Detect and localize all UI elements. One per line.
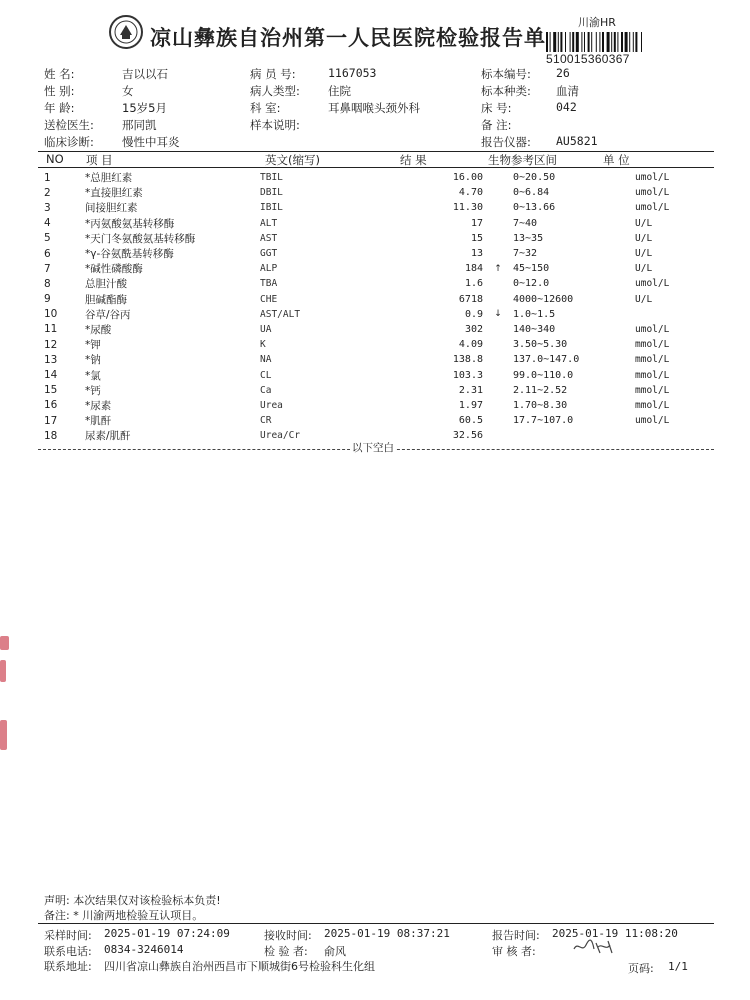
cell-no: 9 [44, 293, 51, 306]
cell-no: 11 [44, 323, 58, 336]
cell-no: 8 [44, 277, 51, 290]
cell-no: 14 [44, 369, 58, 382]
cell-no: 17 [44, 414, 58, 427]
reviewer-signature [572, 937, 616, 961]
report-time-label: 报告时间: [492, 929, 540, 942]
cell-ref: 0~20.50 [513, 172, 556, 184]
cell-result: 15 [470, 232, 483, 244]
cell-result: 6718 [458, 293, 483, 305]
cell-no: 5 [44, 232, 51, 245]
cell-no: 15 [44, 384, 58, 397]
table-row [44, 200, 705, 215]
clinical-diagnosis: 慢性中耳炎 [122, 135, 180, 149]
table-row [44, 383, 705, 398]
cell-result: 0.9 [464, 308, 483, 320]
tester-name: 俞风 [324, 945, 346, 958]
phone-label: 联系电话: [44, 945, 92, 958]
cell-abbr: CL [260, 369, 272, 381]
cell-unit: U/L [635, 217, 653, 229]
department-label: 科 室: [250, 101, 281, 115]
cell-flag [483, 292, 513, 307]
cell-item: 间接胆红素 [85, 202, 138, 215]
cell-no: 1 [44, 171, 51, 184]
lab-address: 四川省凉山彝族自治州西昌市下顺城街6号检验科生化组 [104, 960, 375, 973]
cell-ref: 0~12.0 [513, 278, 550, 290]
cell-result: 4.09 [458, 339, 483, 351]
cell-result: 60.5 [458, 415, 483, 427]
department: 耳鼻咽喉头颈外科 [328, 101, 420, 115]
doctor-label: 送检医生: [44, 118, 94, 132]
table-row [44, 292, 705, 307]
cell-item: *肌酐 [85, 415, 112, 428]
barcode-bars [546, 32, 696, 52]
cell-result: 4.70 [458, 187, 483, 199]
cell-flag [483, 170, 513, 185]
cell-flag [483, 185, 513, 200]
cell-result: 184 [464, 263, 483, 275]
cell-item: 胆碱酯酶 [85, 293, 127, 306]
referring-doctor: 邢同凯 [122, 118, 157, 132]
statement: 声明: 本次结果仅对该检验标本负责! [44, 894, 221, 907]
cell-item: *钾 [85, 339, 101, 352]
cell-no: 10 [44, 308, 58, 321]
cell-unit: U/L [635, 232, 653, 244]
cell-item: *γ-谷氨酰基转移酶 [85, 248, 174, 261]
col-header-no: NO [46, 152, 64, 166]
cell-result: 2.31 [458, 384, 483, 396]
cell-result: 138.8 [452, 354, 483, 366]
patient-age: 15岁5月 [122, 101, 167, 115]
cell-unit: umol/L [635, 415, 670, 427]
table-row [44, 337, 705, 352]
table-row [44, 231, 705, 246]
cell-unit: umol/L [635, 278, 670, 290]
stamp-mark [0, 636, 9, 650]
cell-item: 总胆汁酸 [85, 278, 127, 291]
cell-abbr: Urea/Cr [260, 430, 301, 442]
cell-ref: 4000~12600 [513, 293, 574, 305]
cell-unit: U/L [635, 248, 653, 260]
table-row [44, 246, 705, 261]
cell-no: 3 [44, 201, 51, 214]
cell-abbr: CR [260, 415, 272, 427]
cell-flag [483, 413, 513, 428]
cell-result: 302 [464, 323, 483, 335]
stamp-mark [0, 720, 7, 750]
sample-note-label: 样本说明: [250, 118, 300, 132]
cell-result: 1.6 [464, 278, 483, 290]
table-row [44, 216, 705, 231]
record-number: 1167053 [328, 66, 377, 80]
cell-ref: 2.11~2.52 [513, 384, 568, 396]
cell-unit: mmol/L [635, 354, 670, 366]
cell-result: 103.3 [452, 369, 483, 381]
cell-item: *钠 [85, 354, 101, 367]
cell-item: 尿素/肌酐 [85, 430, 131, 443]
cell-flag [483, 352, 513, 367]
cell-item: *尿酸 [85, 323, 112, 336]
cell-abbr: TBIL [260, 172, 283, 184]
cell-no: 4 [44, 217, 51, 230]
bed-label: 床 号: [481, 101, 512, 115]
cell-abbr: ALT [260, 217, 278, 229]
cell-flag [483, 337, 513, 352]
cell-flag [483, 367, 513, 382]
cell-unit: U/L [635, 263, 653, 275]
cell-result: 11.30 [452, 202, 483, 214]
cell-no: 7 [44, 262, 51, 275]
barcode-label: 川渝HR [578, 16, 616, 29]
patient-type: 住院 [328, 84, 351, 98]
col-header-result: 结 果 [400, 153, 427, 167]
cell-unit: umol/L [635, 323, 670, 335]
cell-unit: umol/L [635, 187, 670, 199]
cell-flag [483, 276, 513, 291]
cell-item: *天门冬氨酸氨基转移酶 [85, 232, 196, 245]
barcode-number: 510015360367 [546, 52, 630, 66]
cell-flag [483, 200, 513, 215]
blank-below-note: 以下空白 [352, 442, 394, 454]
cell-ref: 17.7~107.0 [513, 415, 574, 427]
cell-flag [483, 231, 513, 246]
tester-label: 检 验 者: [264, 945, 308, 958]
collect-time: 2025-01-19 07:24:09 [104, 927, 230, 940]
cell-abbr: AST/ALT [260, 308, 301, 320]
sex-label: 性 别: [44, 84, 75, 98]
remark-label: 备 注: [481, 118, 512, 132]
table-row [44, 185, 705, 200]
record-label: 病 员 号: [250, 67, 296, 81]
cell-flag [483, 428, 513, 443]
patient-sex: 女 [122, 84, 134, 98]
cell-unit: umol/L [635, 202, 670, 214]
col-header-unit: 单 位 [603, 153, 630, 167]
col-header-abbr: 英文(缩写) [265, 153, 320, 167]
cell-ref: 0~6.84 [513, 187, 550, 199]
table-row [44, 307, 705, 322]
instrument-label: 报告仪器: [481, 135, 531, 149]
cell-abbr: IBIL [260, 202, 283, 214]
age-label: 年 龄: [44, 101, 75, 115]
cell-unit: mmol/L [635, 339, 670, 351]
cell-abbr: DBIL [260, 187, 283, 199]
sample-no-label: 标本编号: [481, 67, 531, 81]
footer-remark: 备注: * 川渝两地检验互认项目。 [44, 909, 204, 922]
sample-number: 26 [556, 66, 570, 80]
cell-ref: 137.0~147.0 [513, 354, 580, 366]
cell-flag [483, 383, 513, 398]
table-row [44, 398, 705, 413]
cell-flag: ↓ [494, 309, 502, 320]
cell-ref: 1.70~8.30 [513, 399, 568, 411]
cell-ref: 140~340 [513, 323, 556, 335]
collect-time-label: 采样时间: [44, 929, 92, 942]
page-label: 页码: [628, 962, 654, 975]
cell-no: 16 [44, 399, 58, 412]
cell-flag [483, 398, 513, 413]
cell-no: 12 [44, 338, 58, 351]
cell-result: 16.00 [452, 172, 483, 184]
cell-unit [635, 428, 705, 443]
table-row [44, 413, 705, 428]
cell-result: 1.97 [458, 399, 483, 411]
cell-no: 6 [44, 247, 51, 260]
bed-number: 042 [556, 100, 577, 114]
cell-no: 13 [44, 353, 58, 366]
cell-abbr: UA [260, 323, 272, 335]
receive-time-label: 接收时间: [264, 929, 312, 942]
cell-abbr: GGT [260, 248, 278, 260]
table-row [44, 352, 705, 367]
table-row [44, 367, 705, 382]
hospital-logo [108, 14, 144, 50]
footer-rule [38, 923, 714, 924]
cell-abbr: NA [260, 354, 272, 366]
results-table [44, 170, 705, 443]
cell-unit: mmol/L [635, 369, 670, 381]
address-label: 联系地址: [44, 960, 92, 973]
cell-unit: U/L [635, 293, 653, 305]
phone-number: 0834-3246014 [104, 943, 184, 956]
table-row [44, 261, 705, 276]
cell-item: *尿素 [85, 399, 112, 412]
cell-item: *总胆红素 [85, 172, 133, 185]
receive-time: 2025-01-19 08:37:21 [324, 927, 450, 940]
table-header-rule [38, 167, 714, 168]
cell-item: *碱性磷酸酶 [85, 263, 143, 276]
cell-flag [483, 246, 513, 261]
cell-abbr: ALP [260, 263, 278, 275]
cell-result: 13 [470, 248, 483, 260]
cell-ref: 45~150 [513, 263, 550, 275]
cell-no: 18 [44, 429, 58, 442]
cell-abbr: AST [260, 232, 278, 244]
cell-flag: ↑ [494, 263, 502, 274]
cell-item: *直接胆红素 [85, 187, 143, 200]
cell-abbr: Urea [260, 399, 283, 411]
report-instrument: AU5821 [556, 134, 598, 148]
cell-flag [483, 216, 513, 231]
sample-type-label: 标本种类: [481, 84, 531, 98]
page-number: 1/1 [668, 960, 688, 973]
cell-result: 17 [470, 217, 483, 229]
cell-abbr: CHE [260, 293, 278, 305]
cell-flag [483, 322, 513, 337]
cell-item: *丙氨酸氨基转移酶 [85, 217, 175, 230]
cell-ref: 1.0~1.5 [513, 308, 556, 320]
cell-abbr: K [260, 339, 266, 351]
cell-result: 32.56 [452, 430, 483, 442]
patient-name: 吉以以石 [122, 67, 168, 81]
cell-ref: 7~40 [513, 217, 538, 229]
report-title: 凉山彝族自治州第一人民医院检验报告单 [150, 25, 546, 50]
cell-item: *钙 [85, 384, 101, 397]
cell-abbr: Ca [260, 384, 272, 396]
cell-unit: mmol/L [635, 399, 670, 411]
name-label: 姓 名: [44, 67, 75, 81]
table-row [44, 170, 705, 185]
cell-ref: 13~35 [513, 232, 544, 244]
report-time: 2025-01-19 11:08:20 [552, 927, 678, 940]
cell-ref: 3.50~5.30 [513, 339, 568, 351]
cell-item: *氯 [85, 369, 101, 382]
col-header-ref: 生物参考区间 [488, 153, 557, 167]
cell-ref: 99.0~110.0 [513, 369, 574, 381]
patient-type-label: 病人类型: [250, 84, 300, 98]
cell-no: 2 [44, 186, 51, 199]
cell-unit [635, 307, 705, 322]
cell-unit: umol/L [635, 172, 670, 184]
cell-abbr: TBA [260, 278, 278, 290]
stamp-mark [0, 660, 6, 682]
diagnosis-label: 临床诊断: [44, 135, 94, 149]
cell-ref: 7~32 [513, 248, 538, 260]
sample-type: 血清 [556, 84, 579, 98]
cell-ref [513, 428, 635, 443]
col-header-item: 项 目 [86, 153, 113, 167]
cell-ref: 0~13.66 [513, 202, 556, 214]
cell-item: 谷草/谷丙 [85, 308, 131, 321]
table-row [44, 276, 705, 291]
cell-unit: mmol/L [635, 384, 670, 396]
table-row [44, 322, 705, 337]
reviewer-label: 审 核 者: [492, 945, 536, 958]
